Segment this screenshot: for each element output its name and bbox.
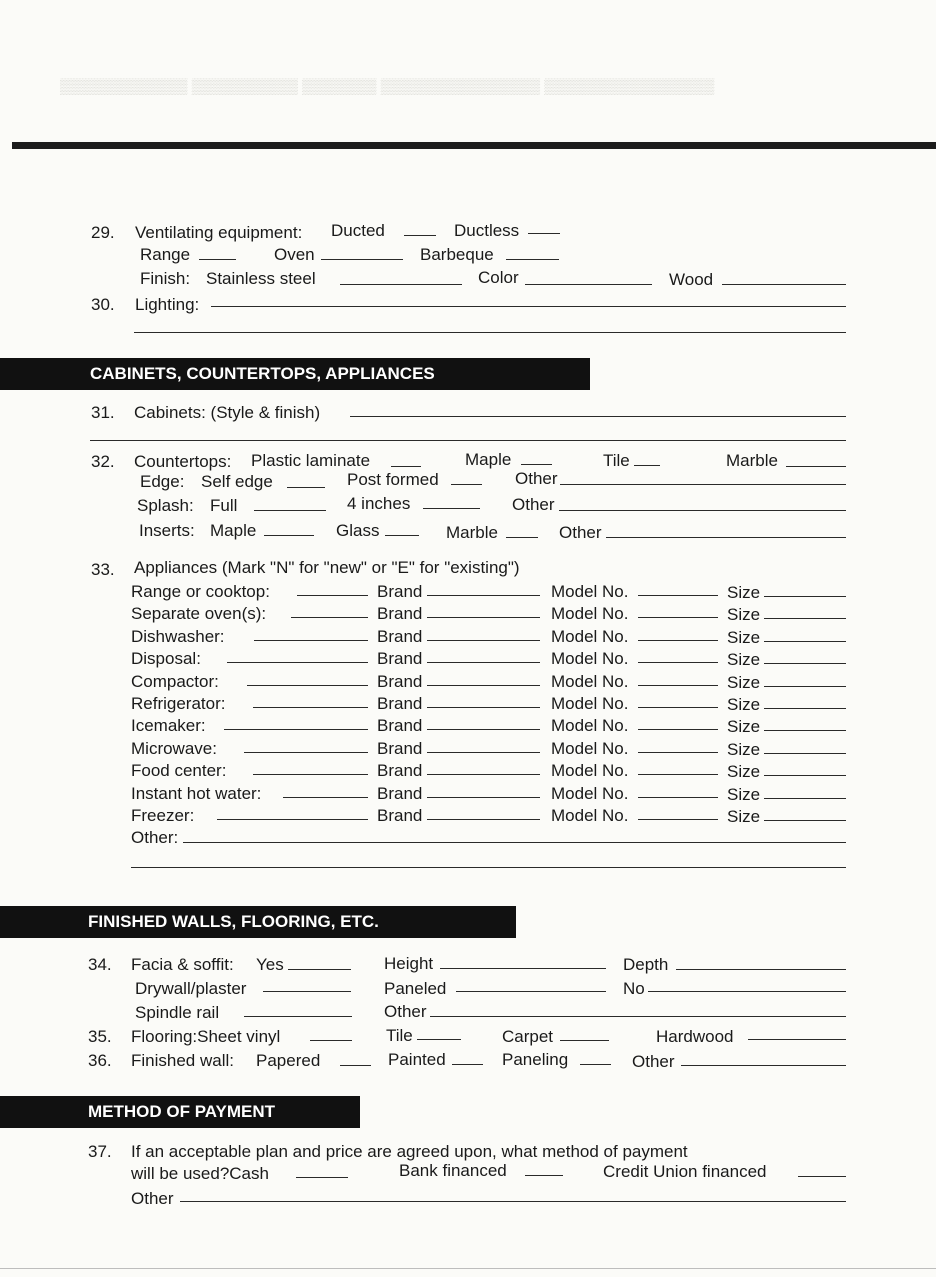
size-blank[interactable] [764,798,846,799]
item-34-number: 34. [88,955,112,974]
section-header-payment-text: METHOD OF PAYMENT [88,1102,276,1121]
size-label: Size [727,650,761,669]
payment-question-line2: will be used?Cash [131,1164,269,1183]
model-blank[interactable] [638,819,718,820]
barbeque-blank[interactable] [506,259,559,260]
appliance-other-blank-2[interactable] [131,867,846,868]
section-header-finished-walls [0,906,516,938]
lighting-blank[interactable] [211,306,846,307]
size-blank[interactable] [764,708,846,709]
size-label: Size [727,785,761,804]
wood-label: Wood [669,270,714,289]
item-36-number: 36. [88,1051,112,1070]
appliance-status-blank[interactable] [224,729,368,730]
spindle-rail-label: Spindle rail [135,1003,220,1022]
model-label: Model No. [551,672,629,691]
model-label: Model No. [551,716,629,735]
brand-blank[interactable] [427,774,540,775]
model-label: Model No. [551,761,629,780]
lighting-blank-2[interactable] [134,332,846,333]
paneling-label: Paneling [502,1050,569,1069]
self-edge-label: Self edge [201,472,273,491]
brand-blank[interactable] [427,752,540,753]
appliance-status-blank[interactable] [254,640,368,641]
oven-label: Oven [274,245,315,264]
splash-other-blank[interactable] [559,510,846,511]
depth-blank[interactable] [676,969,846,970]
item-37-number: 37. [88,1142,112,1161]
appliance-status-blank[interactable] [283,797,368,798]
wall-other-label: Other [632,1052,675,1071]
appliance-label: Disposal: [131,649,201,668]
marble-label: Marble [726,451,778,470]
section-header-cabinets-text: CABINETS, COUNTERTOPS, APPLIANCES [90,364,435,383]
model-blank[interactable] [638,662,718,663]
payment-other-label: Other [131,1189,174,1208]
appliance-status-blank[interactable] [247,685,368,686]
flooring-tile-blank[interactable] [417,1039,461,1040]
yes-blank[interactable] [288,969,351,970]
brand-label: Brand [377,739,423,758]
maple-blank[interactable] [521,464,552,465]
size-blank[interactable] [764,753,846,754]
brand-blank[interactable] [427,662,540,663]
size-blank[interactable] [764,663,846,664]
model-label: Model No. [551,627,629,646]
brand-label: Brand [377,784,423,803]
brand-label: Brand [377,806,423,825]
brand-label: Brand [377,604,423,623]
item-35-number: 35. [88,1027,112,1046]
appliance-label: Food center: [131,761,227,780]
inserts-maple-blank[interactable] [264,535,314,536]
drywall-blank[interactable] [263,991,351,992]
size-blank[interactable] [764,775,846,776]
bleed-through-text: ▒▒▒▒▒▒▒▒▒▒▒▒ ▒▒▒▒▒▒▒▒▒▒ ▒▒▒▒▒▒▒ ▒▒▒▒▒▒▒▒▒▒▒▒▒▒▒ ▒▒▒▒▒▒▒▒▒▒▒▒▒▒▒▒ [60,78,715,95]
item-30-number: 30. [91,295,115,314]
finished-wall-label: Finished wall: [131,1051,234,1070]
cash-blank[interactable] [296,1177,348,1178]
height-blank[interactable] [440,968,606,969]
size-label: Size [727,717,761,736]
model-blank[interactable] [638,707,718,708]
barbeque-label: Barbeque [420,245,494,264]
post-formed-label: Post formed [347,470,439,489]
item-32-number: 32. [91,452,115,471]
size-blank[interactable] [764,730,846,731]
brand-blank[interactable] [427,819,540,820]
appliance-status-blank[interactable] [217,819,368,820]
full-blank[interactable] [254,510,326,511]
size-blank[interactable] [764,686,846,687]
item-30-label: Lighting: [135,295,200,314]
drywall-label: Drywall/plaster [135,979,247,998]
stainless-blank[interactable] [340,284,462,285]
range-label: Range [140,245,191,264]
size-label: Size [727,695,761,714]
cabinets-blank-2[interactable] [90,440,846,441]
model-blank[interactable] [638,617,718,618]
four-inches-blank[interactable] [423,508,480,509]
splash-label: Splash: [137,496,194,515]
paneling-blank[interactable] [580,1064,611,1065]
brand-label: Brand [377,716,423,735]
self-edge-blank[interactable] [287,487,325,488]
model-blank[interactable] [638,595,718,596]
brand-label: Brand [377,672,423,691]
appliance-label: Freezer: [131,806,195,825]
tile-blank[interactable] [634,465,660,466]
painted-blank[interactable] [452,1064,483,1065]
credit-union-blank[interactable] [798,1176,846,1177]
carpet-blank[interactable] [560,1040,609,1041]
size-label: Size [727,740,761,759]
inserts-marble-blank[interactable] [506,537,538,538]
height-label: Height [384,954,434,973]
marble-blank[interactable] [786,466,846,467]
model-label: Model No. [551,604,629,623]
item-31-number: 31. [91,403,115,422]
glass-blank[interactable] [385,535,419,536]
edge-other-label: Other [515,469,558,488]
edge-label: Edge: [140,472,185,491]
appliance-status-blank[interactable] [291,617,368,618]
size-label: Size [727,583,761,602]
inserts-maple-label: Maple [210,521,257,540]
brand-label: Brand [377,649,423,668]
bank-financed-label: Bank financed [399,1161,507,1180]
appliance-label: Instant hot water: [131,784,262,803]
brand-label: Brand [377,627,423,646]
appliances-label: Appliances (Mark "N" for "new" or "E" for "existing") [134,558,520,577]
yes-label: Yes [256,955,284,974]
hardwood-label: Hardwood [656,1027,734,1046]
model-blank[interactable] [638,752,718,753]
facia-other-blank[interactable] [430,1016,846,1017]
item-29-label: Ventilating equipment: [135,223,303,242]
brand-blank[interactable] [427,617,540,618]
appliance-label: Refrigerator: [131,694,226,713]
painted-label: Painted [388,1050,446,1069]
size-blank[interactable] [764,820,846,821]
model-blank[interactable] [638,797,718,798]
item-33-number: 33. [91,560,115,579]
range-blank[interactable] [199,259,236,260]
papered-label: Papered [256,1051,321,1070]
model-label: Model No. [551,582,629,601]
item-29-number: 29. [91,223,115,242]
paneled-label: Paneled [384,979,447,998]
bank-financed-blank[interactable] [525,1175,563,1176]
appliance-other-blank[interactable] [183,842,846,843]
inserts-label: Inserts: [139,521,195,540]
section-header-finished-walls-text: FINISHED WALLS, FLOORING, ETC. [88,912,379,931]
carpet-label: Carpet [502,1027,554,1046]
splash-other-label: Other [512,495,555,514]
stainless-label: Stainless steel [206,269,316,288]
payment-question-line1: If an acceptable plan and price are agreed upon, what method of payment [131,1142,688,1161]
appliance-label: Microwave: [131,739,217,758]
color-label: Color [478,268,519,287]
plastic-laminate-blank[interactable] [391,466,421,467]
edge-other-blank[interactable] [560,484,846,485]
appliance-status-blank[interactable] [253,774,368,775]
brand-blank[interactable] [427,797,540,798]
appliance-label: Separate oven(s): [131,604,267,623]
papered-blank[interactable] [340,1065,371,1066]
size-label: Size [727,628,761,647]
model-label: Model No. [551,649,629,668]
finish-label: Finish: [140,269,191,288]
no-label: No [623,979,645,998]
glass-label: Glass [336,521,380,540]
brand-blank[interactable] [427,595,540,596]
appliance-status-blank[interactable] [227,662,368,663]
no-blank[interactable] [648,991,846,992]
four-inches-label: 4 inches [347,494,411,513]
size-blank[interactable] [764,596,846,597]
depth-label: Depth [623,955,669,974]
ducted-label: Ducted [331,221,385,240]
size-label: Size [727,762,761,781]
model-blank[interactable] [638,729,718,730]
item-31-label: Cabinets: (Style & finish) [134,403,321,422]
flooring-tile-label: Tile [386,1026,413,1045]
appliance-label: Compactor: [131,672,219,691]
top-rule [12,142,936,149]
model-label: Model No. [551,806,629,825]
maple-label: Maple [465,450,512,469]
model-label: Model No. [551,694,629,713]
spindle-rail-blank[interactable] [244,1016,352,1017]
cabinets-blank[interactable] [350,416,846,417]
size-blank[interactable] [764,641,846,642]
model-blank[interactable] [638,685,718,686]
model-blank[interactable] [638,640,718,641]
ducted-blank[interactable] [404,235,436,236]
appliance-status-blank[interactable] [297,595,368,596]
appliance-other-label: Other: [131,828,179,847]
brand-label: Brand [377,582,423,601]
hardwood-blank[interactable] [748,1039,846,1040]
appliance-label: Range or cooktop: [131,582,270,601]
section-header-payment [0,1096,360,1128]
inserts-marble-label: Marble [446,523,498,542]
post-formed-blank[interactable] [451,484,482,485]
plastic-laminate-label: Plastic laminate [251,451,371,470]
brand-blank[interactable] [427,685,540,686]
appliance-status-blank[interactable] [244,752,368,753]
flooring-label: Flooring:Sheet vinyl [131,1027,281,1046]
tile-label: Tile [603,451,630,470]
inserts-other-blank[interactable] [606,537,846,538]
countertops-label: Countertops: [134,452,232,471]
brand-label: Brand [377,761,423,780]
page-bottom-edge [0,1268,936,1269]
sheet-vinyl-blank[interactable] [310,1040,352,1041]
ductless-label: Ductless [454,221,520,240]
paneled-blank[interactable] [456,991,606,992]
model-label: Model No. [551,739,629,758]
appliance-label: Dishwasher: [131,627,225,646]
facia-other-label: Other [384,1002,427,1021]
brand-blank[interactable] [427,729,540,730]
appliance-label: Icemaker: [131,716,206,735]
facia-soffit-label: Facia & soffit: [131,955,234,974]
wood-blank[interactable] [722,284,846,285]
oven-blank[interactable] [321,259,403,260]
model-label: Model No. [551,784,629,803]
size-label: Size [727,673,761,692]
ductless-blank[interactable] [528,233,560,234]
size-label: Size [727,605,761,624]
full-label: Full [210,496,238,515]
appliance-status-blank[interactable] [253,707,368,708]
brand-label: Brand [377,694,423,713]
color-blank[interactable] [525,284,652,285]
wall-other-blank[interactable] [681,1065,846,1066]
model-blank[interactable] [638,774,718,775]
inserts-other-label: Other [559,523,602,542]
size-label: Size [727,807,761,826]
payment-other-blank[interactable] [180,1201,846,1202]
size-blank[interactable] [764,618,846,619]
credit-union-label: Credit Union financed [603,1162,767,1181]
brand-blank[interactable] [427,640,540,641]
brand-blank[interactable] [427,707,540,708]
section-header-cabinets [0,358,590,390]
